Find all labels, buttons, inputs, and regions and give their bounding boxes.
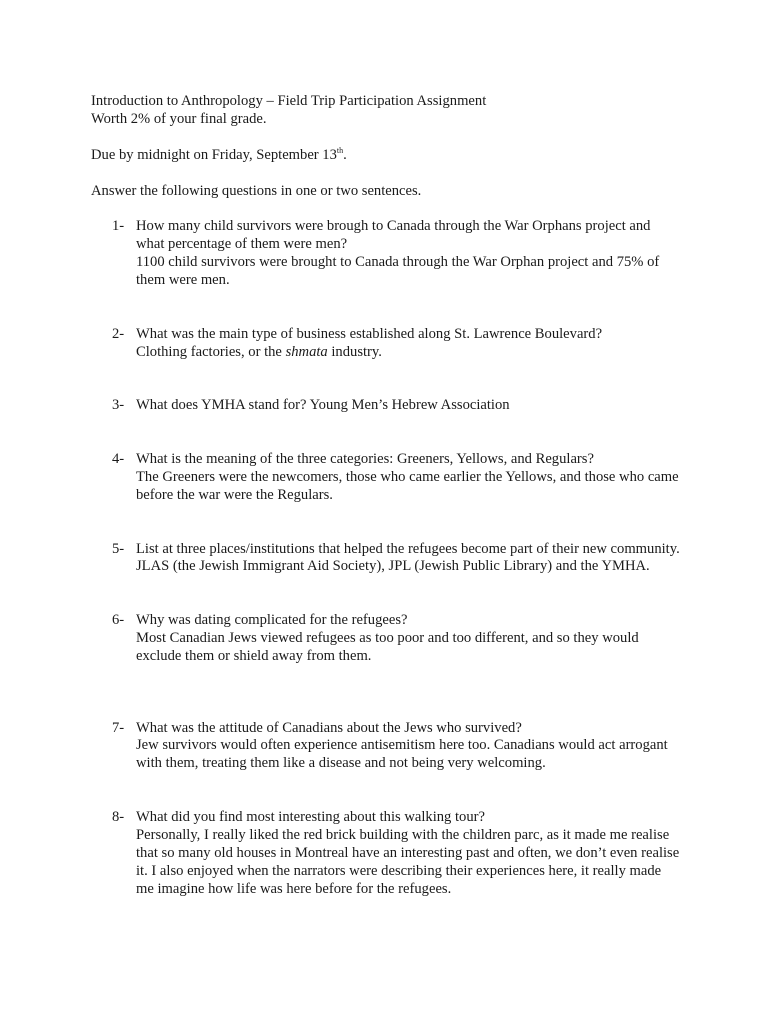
question-number: 6- [112,612,125,629]
answer-italic-term: shmata [285,343,328,360]
question-number: 1- [112,218,125,235]
question-number: 7- [112,719,125,736]
question-text: What does YMHA stand for? Young Men’s Hebrew Association [136,397,510,414]
answer-text: Personally, I really liked the red brick building with the children parc, as it made me realise that so many old houses in Montreal have an interesting past and often, we don’t even realise it. I also enjoyed when the narrators were describing their experiences here, it really made me imagine how life was here before for the refugees. [136,826,680,897]
question-item-7 [91,720,681,774]
question-item-2 [91,326,681,362]
due-date-period: . [343,146,347,163]
question-text: What was the attitude of Canadians about the Jews who survived? [136,719,522,736]
question-number: 8- [112,809,125,826]
due-date-ordinal: th [336,145,344,155]
question-number: 3- [112,397,125,414]
question-item-1 [91,218,681,290]
answer-text: 1100 child survivors were brought to Canada through the War Orphan project and 75% of them were men. [136,254,660,289]
answer-text: The Greeners were the newcomers, those who came earlier the Yellows, and those who came before the war were the Regulars. [136,468,679,503]
question-text: How many child survivors were brough to Canada through the War Orphans project and what percentage of them were men? [136,218,651,253]
question-item-6 [91,612,681,666]
question-number: 2- [112,325,125,342]
assignment-title: Introduction to Anthropology – Field Trip Participation Assignment [91,93,487,109]
question-text: What is the meaning of the three categories: Greeners, Yellows, and Regulars? [136,451,594,468]
question-text: List at three places/institutions that helped the refugees become part of their new community. [136,540,680,557]
answer-text [136,344,681,362]
instructions: Answer the following questions in one or two sentences. [91,182,422,199]
question-item-5 [91,541,681,577]
document-page [91,93,681,899]
answer-text: JLAS (the Jewish Immigrant Aid Society), JPL (Jewish Public Library) and the YMHA. [136,558,650,575]
answer-text: Jew survivors would often experience antisemitism here too. Canadians would act arrogant with them, treating them like a disease and not being very welcoming. [136,737,668,772]
grade-weight: Worth 2% of your final grade. [91,110,267,127]
question-item-3 [91,397,681,415]
question-item-8 [91,809,681,899]
question-number: 5- [112,540,125,557]
due-date [91,147,681,165]
question-text: What did you find most interesting about this walking tour? [136,809,485,826]
question-text: Why was dating complicated for the refugees? [136,612,408,629]
due-date-text: Due by midnight on Friday, September 13 [91,146,337,163]
answer-text: Most Canadian Jews viewed refugees as too poor and too different, and so they would exclude them or shield away from them. [136,630,639,664]
answer-suffix: industry. [327,343,382,360]
question-text: What was the main type of business established along St. Lawrence Boulevard? [136,325,603,342]
question-number: 4- [112,451,125,468]
question-list [91,218,681,898]
answer-prefix: Clothing factories, or the [136,343,286,360]
question-item-4 [91,451,681,505]
